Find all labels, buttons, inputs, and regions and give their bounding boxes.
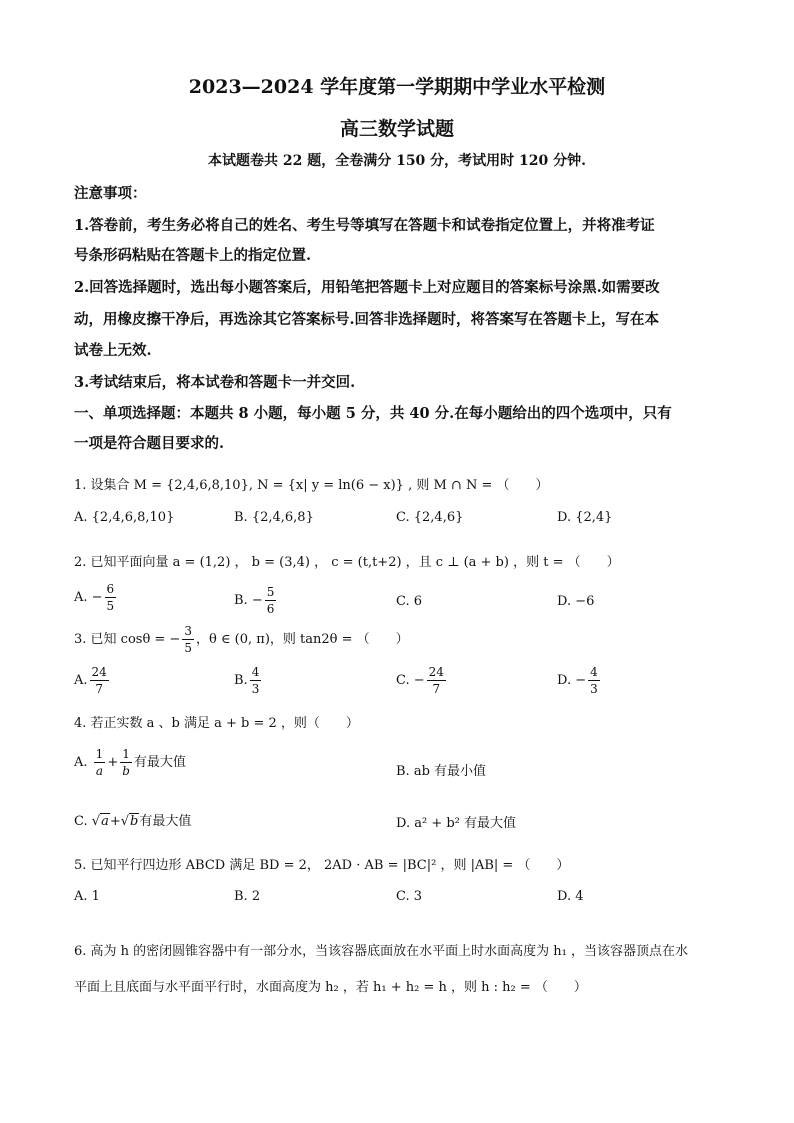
question-6-line: 平面上且底面与水平面平行时，水面高度为 h₂ ，若 h₁ + h₂ = h ，则 h : h₂ = （ ）	[74, 980, 587, 995]
notes-line: 试卷上无效.	[74, 342, 152, 359]
q5-option-b: B. 2	[234, 889, 261, 904]
q3-option-d: D. − $\frac{4}{3}$	[557, 665, 598, 696]
q5-option-a: A. 1	[74, 889, 100, 904]
question-3-stem: 3. 已知 cosθ = − $\frac{3}{5}$ ，θ ∈ (0, π)，则 tan2θ = （ ）	[74, 624, 409, 655]
notes-line: 1.答卷前，考生务必将自己的姓名、考生号等填写在答题卡和试卷指定位置上，并将准考证	[74, 217, 655, 234]
q2-option-d: D. −6	[557, 594, 595, 609]
question-1-stem: 1. 设集合 M = {2,4,6,8,10}, N = {x| y = ln(6 − x)} , 则 M ∩ N = （ ）	[74, 478, 549, 493]
q2-option-a: A. − $\frac{6}{5}$	[74, 582, 115, 613]
notes-line: 动，用橡皮擦干净后，再选涂其它答案标号.回答非选择题时，将答案写在答题卡上，写在本	[74, 311, 660, 328]
question-2-stem: 2. 已知平面向量 a = (1,2) ， b = (3,4) ， c = (t,t+2) ，且 c ⊥ (a + b) ，则 t = （ ）	[74, 555, 620, 570]
q5-option-c: C. 3	[396, 889, 423, 904]
q1-option-b: B. {2,4,6,8}	[234, 510, 314, 525]
q1-option-d: D. {2,4}	[557, 510, 613, 525]
q5-option-d: D. 4	[557, 889, 584, 904]
notes-line: 3.考试结束后，将本试卷和答题卡一并交回.	[74, 374, 356, 391]
notes-heading: 注意事项：	[74, 185, 147, 202]
q1-option-a: A. {2,4,6,8,10}	[74, 510, 175, 525]
q2-option-c: C. 6	[396, 594, 423, 609]
q4-option-c: C. √a+√b有最大值	[74, 814, 192, 829]
question-5-stem: 5. 已知平行四边形 ABCD 满足 BD = 2， 2AD · AB = |BC|² ，则 |AB| = （ ）	[74, 858, 570, 873]
q4-option-a: A. $\frac{1}{a}$ + $\frac{1}{b}$ 有最大值	[74, 747, 186, 778]
q3-option-c: C. − $\frac{24}{7}$	[396, 665, 444, 696]
q4-option-b: B. ab 有最小值	[396, 764, 487, 779]
page-subtitle: 高三数学试题	[339, 118, 454, 140]
exam-info: 本试题卷共 22 题，全卷满分 150 分，考试用时 120 分钟.	[207, 153, 587, 169]
q2-option-b: B. − $\frac{5}{6}$	[234, 585, 275, 616]
question-4-stem: 4. 若正实数 a 、b 满足 a + b = 2 ，则（ ）	[74, 716, 359, 731]
page-title: 2023—2024 学年度第一学期期中学业水平检测	[188, 76, 606, 98]
question-6-line: 6. 高为 h 的密闭圆锥容器中有一部分水，当该容器底面放在水平面上时水面高度为 h₁ ，当该容器顶点在水	[74, 944, 689, 959]
q4-option-d: D. a² + b² 有最大值	[396, 816, 517, 831]
notes-line: 2.回答选择题时，选出每小题答案后，用铅笔把答题卡上对应题目的答案标号涂黑.如需要改	[74, 279, 660, 296]
section-heading: 一、单项选择题：本题共 8 小题，每小题 5 分，共 40 分.在每小题给出的四个选项中，只有	[74, 405, 672, 422]
q3-option-a: A. $\frac{24}{7}$	[74, 665, 107, 696]
section-heading: 一项是符合题目要求的.	[74, 435, 225, 452]
notes-line: 号条形码粘贴在答题卡上的指定位置.	[74, 247, 312, 264]
q3-option-b: B. $\frac{4}{3}$	[234, 665, 260, 696]
q1-option-c: C. {2,4,6}	[396, 510, 464, 525]
